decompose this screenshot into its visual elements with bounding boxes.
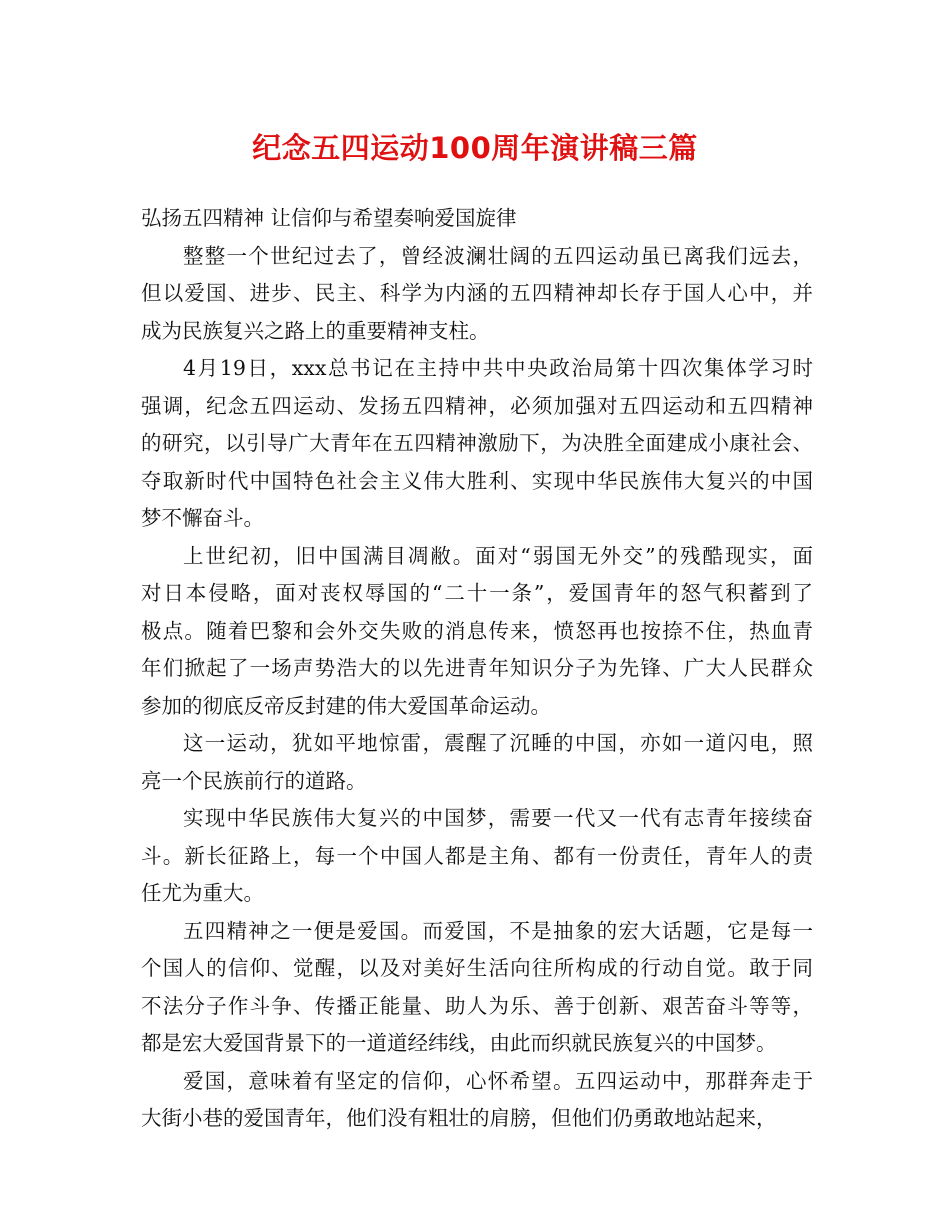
paragraph xyxy=(141,1063,813,1138)
paragraph xyxy=(141,538,813,726)
paragraph-line: 亮一个民族前行的道路。 xyxy=(141,768,367,793)
paragraph-line: 爱国，意味着有坚定的信仰，心怀希望。五四运动中，那群奔走于 xyxy=(183,1068,813,1093)
paragraph-line: 4月19日，xxx总书记在主持中共中央政治局第十四次集体学习时 xyxy=(183,356,813,380)
paragraph-line: 上世纪初，旧中国满目凋敝。面对“弱国无外交”的残酷现实，面 xyxy=(183,543,813,568)
paragraph-line: 年们掀起了一场声势浩大的以先进青年知识分子为先锋、广大人民群众 xyxy=(141,656,813,680)
paragraph-line: 整整一个世纪过去了，曾经波澜壮阔的五四运动虽已离我们远去， xyxy=(183,243,813,268)
paragraph xyxy=(141,800,813,913)
paragraph xyxy=(141,913,813,1063)
paragraph-line: 强调，纪念五四运动、发扬五四精神，必须加强对五四运动和五四精神 xyxy=(141,393,813,418)
paragraph-line: 都是宏大爱国背景下的一道道经纬线，由此而织就民族复兴的中国梦。 xyxy=(141,1031,777,1055)
paragraph-line: 这一运动，犹如平地惊雷，震醒了沉睡的中国，亦如一道闪电，照 xyxy=(183,731,813,755)
paragraph-line: 不法分子作斗争、传播正能量、助人为乐、善于创新、艰苦奋斗等等， xyxy=(141,993,813,1018)
document-title: 纪念五四运动100周年演讲稿三篇 xyxy=(252,131,698,165)
paragraph-line: 极点。随着巴黎和会外交失败的消息传来，愤怒再也按捺不住，热血青 xyxy=(141,618,813,643)
paragraph-line: 夺取新时代中国特色社会主义伟大胜利、实现中华民族伟大复兴的中国 xyxy=(141,468,813,493)
paragraph-line: 实现中华民族伟大复兴的中国梦，需要一代又一代有志青年接续奋 xyxy=(183,806,813,830)
paragraph-line: 的研究，以引导广大青年在五四精神激励下，为决胜全面建成小康社会、 xyxy=(141,431,813,455)
paragraph-line: 参加的彻底反帝反封建的伟大爱国革命运动。 xyxy=(141,693,551,718)
paragraph xyxy=(141,238,813,351)
paragraph-line: 五四精神之一便是爱国。而爱国，不是抽象的宏大话题，它是每一 xyxy=(183,918,813,943)
paragraph-line: 大街小巷的爱国青年，他们没有粗壮的肩膀，但他们仍勇敢地站起来， xyxy=(141,1106,777,1130)
paragraph-line: 梦不懈奋斗。 xyxy=(141,506,264,530)
paragraph-line: 个国人的信仰、觉醒，以及对美好生活向往所构成的行动自觉。敢于同 xyxy=(141,956,813,980)
paragraph-line: 成为民族复兴之路上的重要精神支柱。 xyxy=(141,318,490,343)
paragraph-line: 斗。新长征路上，每一个中国人都是主角、都有一份责任，青年人的责 xyxy=(141,843,813,868)
document-body xyxy=(141,200,813,1138)
paragraph xyxy=(141,725,813,800)
paragraph-line: 但以爱国、进步、民主、科学为内涵的五四精神却长存于国人心中，并 xyxy=(141,281,813,305)
paragraph-line: 对日本侵略，面对丧权辱国的“二十一条”，爱国青年的怒气积蓄到了 xyxy=(141,581,813,605)
paragraph xyxy=(141,350,813,538)
paragraph-line: 任尤为重大。 xyxy=(141,881,264,905)
section-subtitle: 弘扬五四精神 让信仰与希望奏响爱国旋律 xyxy=(141,206,517,230)
